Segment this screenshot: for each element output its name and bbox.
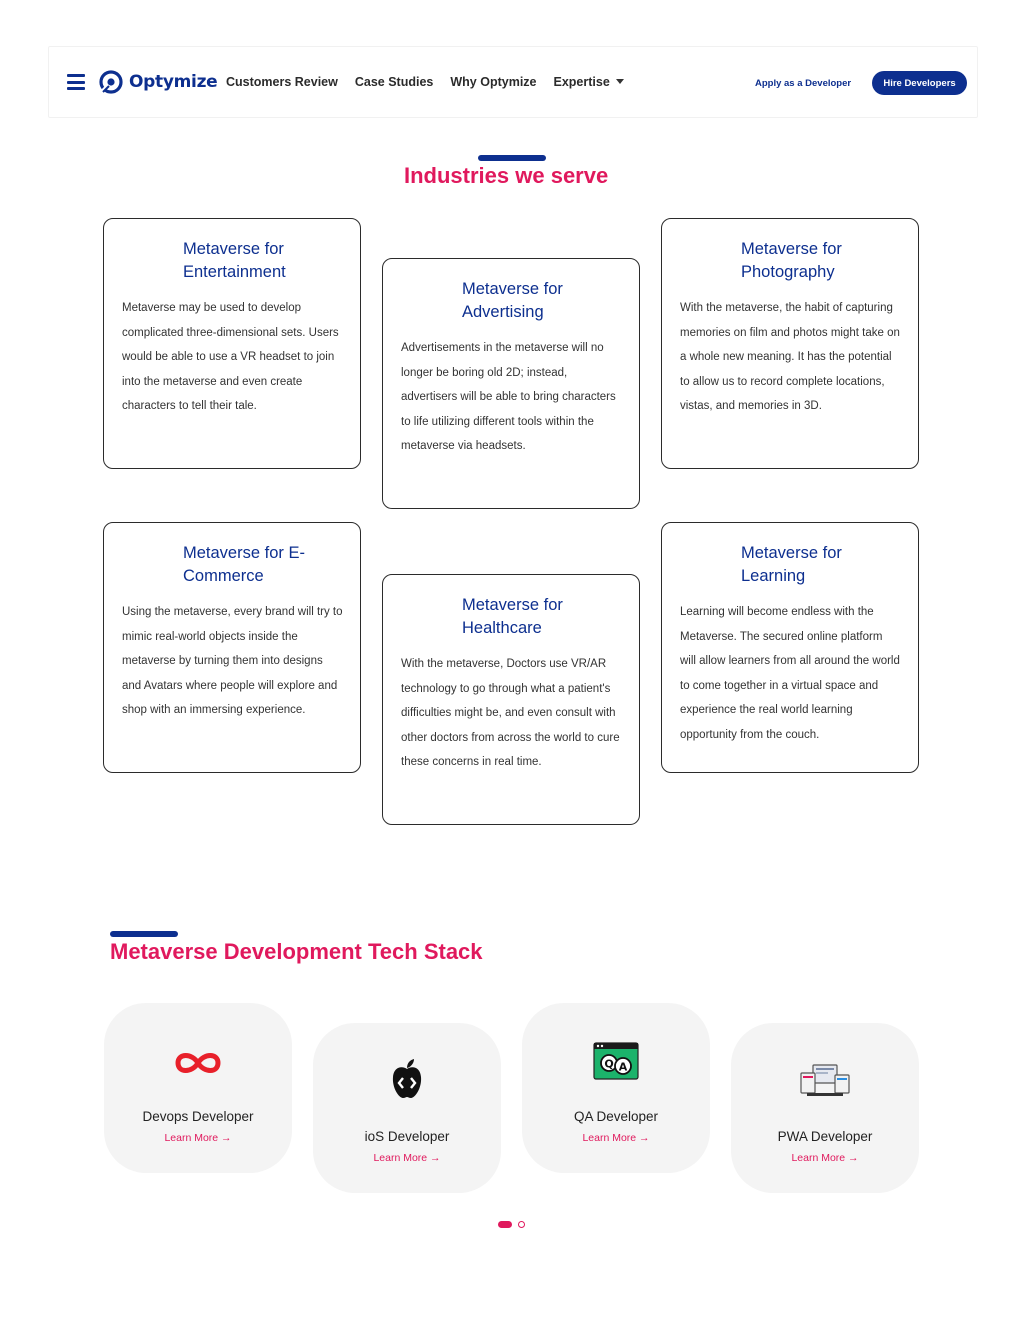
learn-more-link[interactable]: Learn More →: [791, 1152, 859, 1164]
learn-more-link[interactable]: Learn More →: [582, 1132, 650, 1144]
tech-card-pwa[interactable]: [731, 1023, 919, 1193]
industry-card-title: Metaverse for Photography: [741, 240, 842, 281]
tech-card-qa[interactable]: [522, 1003, 710, 1173]
industry-card-text: With the metaverse, Doctors use VR/AR technology to go through what a patient's difficulties might be, and even consult with other doctors from across the world to cure these concerns in real time.: [401, 658, 620, 768]
svg-text:Q: Q: [604, 1057, 614, 1071]
industry-card-learning: [661, 522, 919, 773]
optymize-logo-icon: [99, 70, 123, 94]
menu-icon[interactable]: [67, 74, 85, 90]
carousel-dot-active[interactable]: [498, 1221, 512, 1228]
apple-icon: [381, 1057, 433, 1101]
devices-icon: [799, 1059, 851, 1103]
industry-card-advertising: [382, 258, 640, 509]
carousel-dot[interactable]: [518, 1221, 525, 1228]
tech-card-name: ioS Developer: [364, 1129, 450, 1144]
industries-title: Industries we serve: [404, 163, 609, 188]
tech-stack-title: Metaverse Development Tech Stack: [110, 939, 483, 964]
apply-developer-link[interactable]: Apply as a Developer: [755, 78, 852, 89]
industry-card-text: Using the metaverse, every brand will try to mimic real-world objects inside the metaverse by turning them into designs and Avatars where people will explore and shop with an immersing experience.: [122, 606, 343, 716]
industry-card-title: Metaverse for E-Commerce: [183, 544, 305, 585]
logo[interactable]: [99, 69, 217, 95]
infinity-icon: [172, 1041, 224, 1085]
nav-links: [226, 75, 641, 89]
title-accent-bar: [110, 931, 178, 937]
tech-card-devops[interactable]: [104, 1003, 292, 1173]
nav-why-optymize[interactable]: Why Optymize: [450, 75, 537, 89]
tech-card-name: Devops Developer: [142, 1109, 254, 1124]
industry-card-photography: [661, 218, 919, 469]
nav-case-studies[interactable]: Case Studies: [354, 75, 434, 89]
chevron-down-icon: [616, 79, 624, 84]
industry-card-title: Metaverse for Entertainment: [183, 240, 286, 281]
industry-card-ecommerce: [103, 522, 361, 773]
title-accent-bar: [478, 155, 546, 161]
tech-card-name: QA Developer: [573, 1109, 659, 1124]
industry-card-entertainment: [103, 218, 361, 469]
learn-more-link[interactable]: Learn More →: [373, 1152, 441, 1164]
industry-card-text: Learning will become endless with the Metaverse. The secured online platform will allow learners from all around the world to come together in a virtual space and experience the real world learning opportunity from the couch.: [680, 606, 900, 741]
industry-card-title: Metaverse for Advertising: [462, 280, 563, 321]
svg-text:A: A: [618, 1060, 628, 1074]
industry-card-title: Metaverse for Learning: [741, 544, 842, 585]
hire-developers-button[interactable]: Hire Developers: [872, 71, 967, 95]
industry-card-title: Metaverse for Healthcare: [462, 596, 563, 637]
logo-text: Optymize: [129, 72, 218, 92]
industry-card-text: With the metaverse, the habit of capturing memories on film and photos might take on a whole new meaning. It has the potential to allow us to record complete locations, vistas, and memories in 3D.: [680, 302, 900, 412]
nav-customers-review[interactable]: Customers Review: [226, 75, 338, 89]
nav-expertise[interactable]: [554, 75, 624, 89]
industry-card-text: Advertisements in the metaverse will no longer be boring old 2D; instead, advertisers will be able to bring characters to life utilizing different tools within the metaverse via headsets.: [401, 342, 616, 452]
tech-card-name: PWA Developer: [777, 1129, 873, 1144]
tech-card-ios[interactable]: [313, 1023, 501, 1193]
navbar: [48, 46, 978, 118]
industry-card-text: Metaverse may be used to develop complicated three-dimensional sets. Users would be able to use a VR headset to join into the metaverse and even create characters to tell their tale.: [122, 302, 339, 412]
qa-icon: [590, 1039, 642, 1083]
industry-card-healthcare: [382, 574, 640, 825]
nav-expertise-label: Expertise: [553, 75, 610, 89]
learn-more-link[interactable]: Learn More →: [164, 1132, 232, 1144]
